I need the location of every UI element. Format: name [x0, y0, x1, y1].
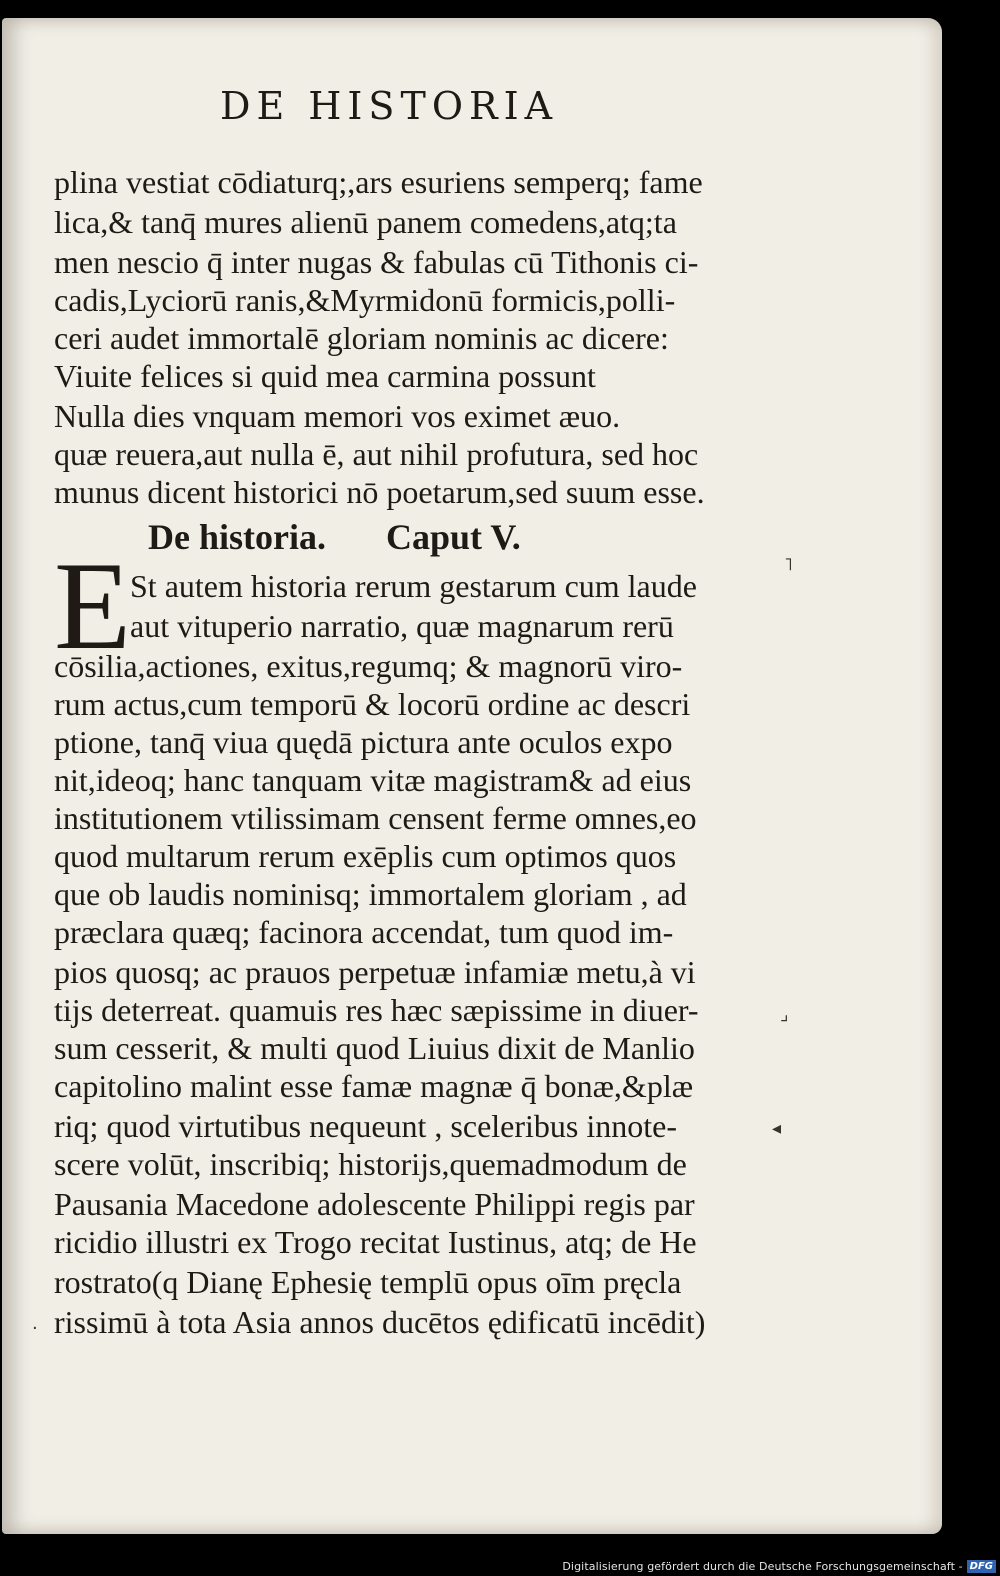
text-line: men nescio q̄ inter nugas & fabulas cū Tithonis ci-	[54, 244, 699, 280]
text-line: rum actus,cum temporū & locorū ordine ac descri	[54, 686, 691, 722]
text-line: munus dicent historici nō poetarum,sed suum esse.	[54, 474, 705, 510]
text-line: ceri audet immortalē gloriam nominis ac dicere:	[54, 320, 669, 356]
text-line: St autem historia rerum gestarum cum laude	[130, 568, 697, 604]
credit-text: Digitalisierung gefördert durch die Deutsche Forschungsgemeinschaft -	[562, 1559, 963, 1573]
chapter-title: De historia.	[148, 517, 326, 557]
text-line: ricidio illustri ex Trogo recitat Iustinus, atq; de He	[54, 1224, 697, 1260]
text-line: ptione, tanq̄ viua quędā pictura ante oculos expo	[54, 724, 673, 760]
margin-mark: ·	[32, 1318, 38, 1339]
margin-mark: ⌟	[780, 1004, 789, 1025]
text-line: rissimū à tota Asia annos ducētos ędificatū incēdit)	[54, 1304, 706, 1340]
chapter-label: Caput V.	[385, 517, 521, 557]
text-line: cōsilia,actiones, exitus,regumq; & magnorū viro-	[54, 648, 683, 684]
text-line: Pausania Macedone adolescente Philippi regis par	[54, 1186, 695, 1222]
text-line: tijs deterreat. quamuis res hæc sæpissime in diuer-	[54, 992, 699, 1028]
text-line: præclara quæq; facinora accendat, tum quod im-	[54, 914, 674, 950]
margin-mark: ◂	[772, 1118, 782, 1139]
running-title: DE HISTORIA	[220, 84, 559, 128]
book-page	[2, 18, 942, 1534]
dfg-logo: DFG	[967, 1560, 996, 1573]
text-line: rostrato(q Dianę Ephesię templū opus oīm pręcla	[54, 1264, 682, 1300]
text-line: scere volūt, inscribiq; historijs,quemadmodum de	[54, 1146, 687, 1182]
text-line: quæ reuera,aut nulla ē, aut nihil profutura, sed hoc	[54, 436, 699, 472]
margin-mark: ˥	[784, 554, 793, 575]
text-line: pios quosq; ac prauos perpetuæ infamiæ metu,à vi	[54, 954, 696, 990]
verse-line: Nulla dies vnquam memori vos eximet æuo.	[54, 398, 621, 434]
verse-line: Viuite felices si quid mea carmina possunt	[54, 358, 596, 394]
text-line: sum cesserit, & multi quod Liuius dixit de Manlio	[54, 1030, 695, 1066]
text-line: capitolino malint esse famæ magnæ q̄ bonæ,&plæ	[54, 1068, 694, 1104]
chapter-heading	[148, 516, 521, 558]
initial-capital: E	[54, 537, 131, 676]
text-line: aut vituperio narratio, quæ magnarum rerū	[130, 608, 674, 644]
text-line: riq; quod virtutibus nequeunt , sceleribus innote-	[54, 1108, 677, 1144]
text-line: cadis,Lyciorū ranis,&Myrmidonū formicis,polli-	[54, 282, 676, 318]
text-line: plina vestiat cōdiaturq;,ars esuriens semperq; fame	[54, 164, 703, 200]
text-line: quod multarum rerum exēplis cum optimos quos	[54, 838, 677, 874]
text-line: institutionem vtilissimam censent ferme omnes,eo	[54, 800, 697, 836]
digitization-credit	[554, 1556, 1000, 1576]
text-line: nit,ideoq; hanc tanquam vitæ magistram& ad eius	[54, 762, 692, 798]
text-line: lica,& tanq̄ mures alienū panem comedens,atq;ta	[54, 204, 677, 240]
text-line: que ob laudis nominisq; immortalem gloriam , ad	[54, 876, 687, 912]
